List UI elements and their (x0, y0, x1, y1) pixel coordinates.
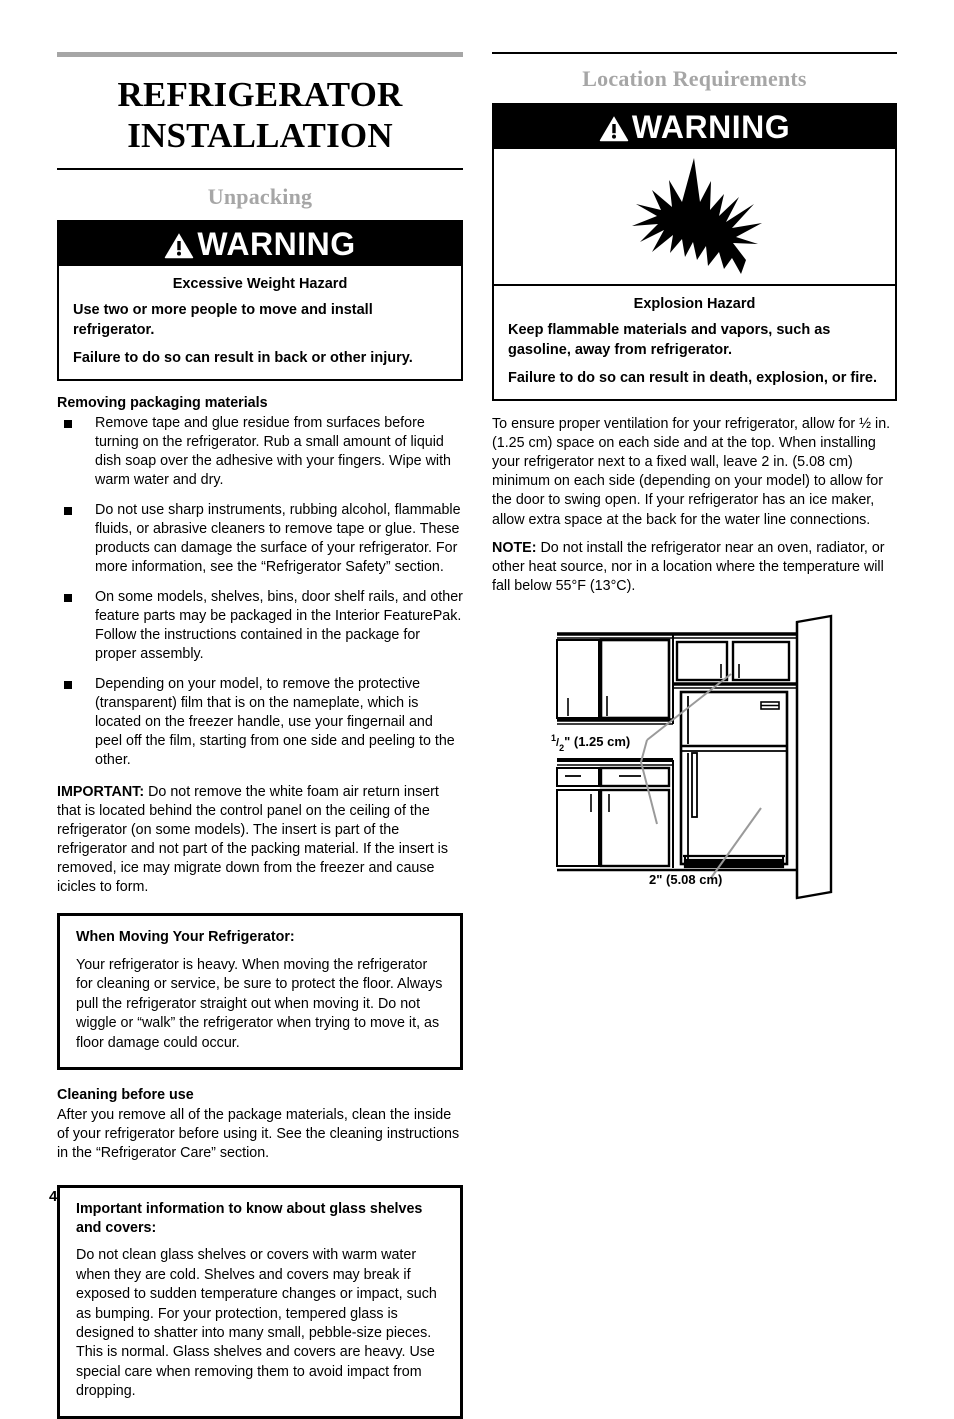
important-text: Do not remove the white foam air return insert that is located behind the control panel on the ceiling of the refrigerator (on some models). The insert is part of the refrigerator and not part of the packing material. If the insert is removed, ice may migrate down from the freezer and cause icicles to form. (57, 784, 448, 896)
hazard-consequence: Failure to do so can result in back or other injury. (73, 350, 413, 367)
note-paragraph (492, 539, 897, 596)
list-item (57, 675, 463, 770)
list-item-text: Do not use sharp instruments, rubbing alcohol, flammable fluids, or abrasive cleaners to remove tape or glue. These products can damage the surface of your refrigerator. For more information, see the “Refrigerator Safety” section. (95, 502, 461, 576)
kitchen-clearance-diagram (535, 612, 855, 907)
callout-heading: Important information to know about glass shelves and covers: (76, 1201, 423, 1236)
hazard-instruction: Use two or more people to move and install refrigerator. (73, 302, 373, 338)
hazard-artwork (494, 149, 895, 286)
hazard-title: Excessive Weight Hazard (172, 276, 348, 293)
warning-body (59, 266, 461, 379)
section-heading-location-requirements: Location Requirements (582, 66, 807, 91)
top-rule-right (492, 52, 897, 54)
warning-box-explosion (492, 103, 897, 401)
warning-bar (494, 105, 895, 149)
top-rule-left (57, 52, 463, 57)
list-item-text: Depending on your model, to remove the protective (transparent) film that is on the nameplate, which is located on the freezer handle, use your fingernail and peel off the film, starting from one side and peeling to the other. (95, 676, 455, 769)
hazard-title: Explosion Hazard (633, 296, 756, 312)
warning-triangle-icon (599, 115, 629, 142)
page-title-line-1: REFRIGERATOR (117, 75, 403, 114)
note-text: Do not install the refrigerator near an oven, radiator, or other heat source, nor in a location where the temperature will fall below 55°F (13°C). (492, 539, 885, 594)
packaging-bullet-list (57, 414, 463, 770)
callout-body: Do not clean glass shelves or covers with warm water when they are cold. Shelves and covers may break if exposed to sudden temperature changes or impact, such as bumping. For your protection, tempered glass is designed to shatter into many small, pebble-size pieces. This is normal. Glass shelves and covers are heavy. Use special care when removing them to avoid impact from dropping. (76, 1247, 437, 1400)
cleaning-paragraph: After you remove all of the package materials, clean the inside of your refrigerator before using it. See the cleaning instructions in the “Refrigerator Care” section. (57, 1107, 460, 1162)
square-bullet-icon (64, 681, 72, 689)
callout-glass-shelves (57, 1185, 463, 1419)
left-column (57, 52, 463, 1419)
warning-label: WARNING (631, 109, 791, 145)
subheading-cleaning-before-use: Cleaning before use (57, 1087, 194, 1104)
ventilation-paragraph: To ensure proper ventilation for your refrigerator, allow for ½ in. (1.25 cm) space on each side and at the top. When installing your refrigerator next to a fixed wall, leave 2 in. (5.08 cm) minimum on each side (depending on your model) to allow for the door to swing open. If your refrigerator has an ice maker, allow extra space at the back for the water line connections. (492, 416, 891, 528)
subheading-removing-packaging: Removing packaging materials (57, 395, 268, 412)
page-title (57, 75, 463, 156)
callout-body: Your refrigerator is heavy. When moving the refrigerator for cleaning or service, be sure to protect the floor. Always pull the refrigerator straight out when moving it. Do not wiggle or “walk” the refrigerator when trying to move it, as floor damage could occur. (76, 956, 443, 1051)
list-item-text: Remove tape and glue residue from surfaces before turning on the refrigerator. Rub a small amount of liquid dish soap over the adhesive with your fingers. Wipe with warm water and dry. (95, 415, 452, 489)
hazard-instruction: Keep flammable materials and vapors, such as gasoline, away from refrigerator. (508, 322, 831, 358)
explosion-burst-icon (620, 156, 770, 278)
warning-label: WARNING (197, 226, 356, 263)
important-label: IMPORTANT: (57, 784, 145, 801)
list-item (57, 588, 463, 664)
section-heading-unpacking: Unpacking (207, 184, 313, 210)
important-paragraph (57, 783, 463, 897)
list-item (57, 414, 463, 490)
title-underline-rule (57, 168, 463, 170)
callout-heading: When Moving Your Refrigerator: (76, 929, 295, 946)
page-number: 4 (49, 1188, 58, 1205)
right-column (492, 52, 897, 907)
page-title-line-2: INSTALLATION (127, 115, 393, 155)
list-item-text: On some models, shelves, bins, door shelf rails, and other feature parts may be packaged in the Interior FeaturePak. Follow the instructions contained in the package for proper assembly. (95, 589, 463, 663)
warning-body (494, 286, 895, 399)
callout-moving-refrigerator (57, 913, 463, 1070)
diagram-callout-bottom: 2" (5.08 cm) (648, 871, 722, 887)
diagram-container (492, 612, 897, 907)
warning-bar (59, 222, 461, 266)
list-item (57, 501, 463, 577)
hazard-consequence: Failure to do so can result in death, explosion, or fire. (508, 369, 878, 386)
diagram-callout-top: $^1/_2$" (1.25 cm) (550, 732, 630, 753)
warning-box-excessive-weight (57, 220, 463, 381)
square-bullet-icon (64, 594, 72, 602)
warning-triangle-icon (164, 232, 194, 259)
square-bullet-icon (64, 507, 72, 515)
note-label: NOTE: (492, 539, 537, 556)
square-bullet-icon (64, 420, 72, 428)
